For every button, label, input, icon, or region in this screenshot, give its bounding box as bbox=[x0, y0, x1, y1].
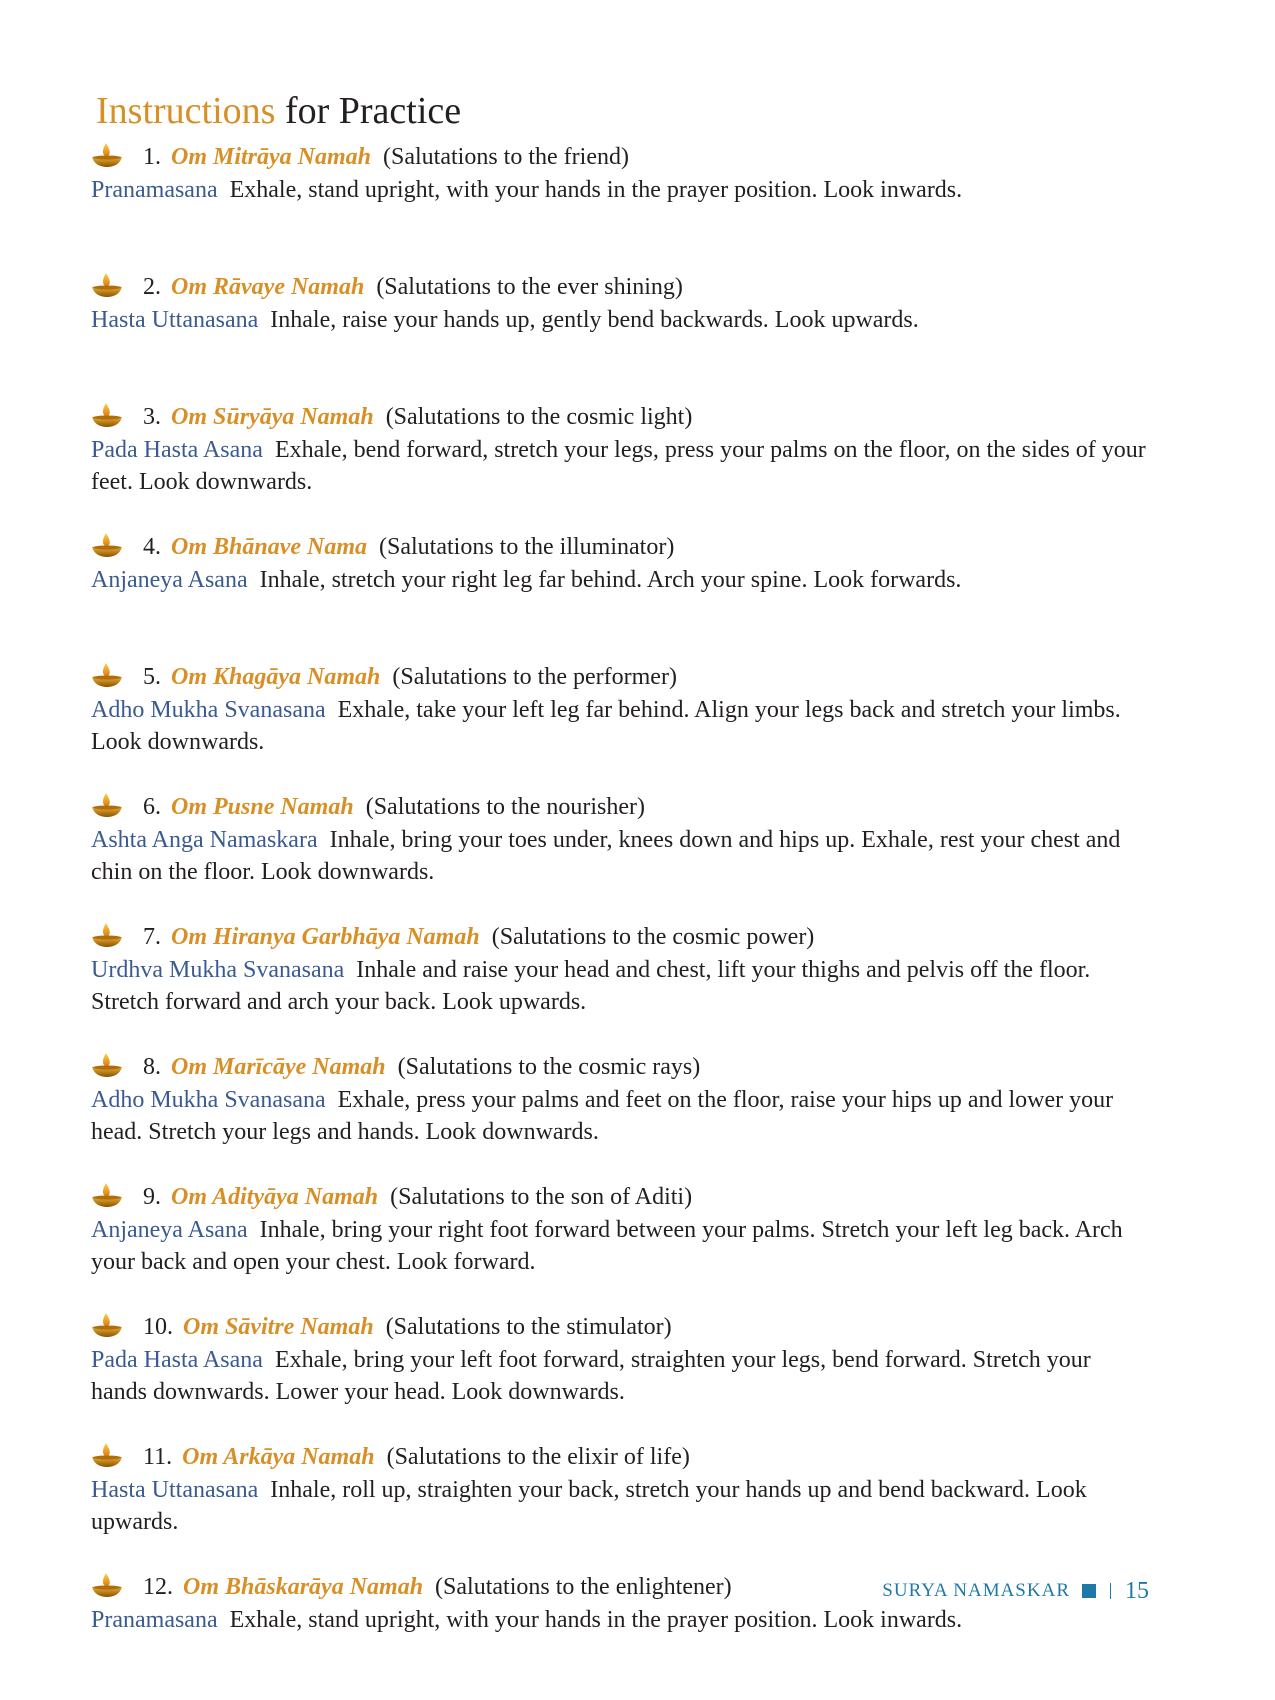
step-instruction: Inhale and raise your head and chest, lift your thighs and pelvis off the floor. Stretch forward and arch your back. Look upwards. bbox=[91, 957, 1091, 1015]
step-mantra: Om Bhānave Nama bbox=[171, 534, 368, 560]
step-mantra: Om Rāvaye Namah bbox=[171, 274, 365, 300]
step-meaning: (Salutations to the cosmic power) bbox=[491, 924, 815, 950]
oil-lamp-icon bbox=[91, 402, 123, 430]
oil-lamp-icon bbox=[91, 1052, 123, 1080]
step-pose-name: Anjaneya Asana bbox=[91, 1217, 248, 1243]
step-item bbox=[91, 1180, 1151, 1310]
step-heading bbox=[91, 1180, 1151, 1214]
oil-lamp-icon bbox=[91, 792, 123, 820]
step-heading bbox=[91, 400, 1151, 434]
step-item bbox=[91, 920, 1151, 1050]
step-instruction: Exhale, bend forward, stretch your legs, press your palms on the floor, on the sides of your feet. Look downwards. bbox=[91, 437, 1146, 495]
step-heading-text bbox=[143, 140, 629, 174]
step-number: 10. bbox=[143, 1314, 173, 1340]
footer-divider bbox=[1110, 1583, 1111, 1599]
step-heading-text bbox=[143, 400, 692, 434]
step-pose-name: Pranamasana bbox=[91, 177, 218, 203]
step-pose-name: Hasta Uttanasana bbox=[91, 307, 259, 333]
step-instruction: Inhale, bring your toes under, knees down and hips up. Exhale, rest your chest and chin on the floor. Look downwards. bbox=[91, 827, 1121, 885]
step-meaning: (Salutations to the cosmic light) bbox=[385, 404, 693, 430]
oil-lamp-icon bbox=[91, 1442, 123, 1470]
step-body bbox=[91, 1474, 1151, 1538]
step-meaning: (Salutations to the stimulator) bbox=[385, 1314, 672, 1340]
oil-lamp-icon bbox=[91, 272, 123, 300]
step-body bbox=[91, 564, 1151, 596]
step-body bbox=[91, 174, 1151, 206]
step-number: 1. bbox=[143, 144, 161, 170]
step-instruction: Exhale, bring your left foot forward, straighten your legs, bend forward. Stretch your hands downwards. Lower your head. Look downwards. bbox=[91, 1347, 1091, 1405]
step-mantra: Om Pusne Namah bbox=[171, 794, 354, 820]
step-body bbox=[91, 1214, 1151, 1278]
step-item bbox=[91, 1310, 1151, 1440]
step-meaning: (Salutations to the elixir of life) bbox=[386, 1444, 690, 1470]
step-number: 7. bbox=[143, 924, 161, 950]
oil-lamp-icon bbox=[91, 1312, 123, 1340]
step-instruction: Exhale, stand upright, with your hands in the prayer position. Look inwards. bbox=[229, 177, 963, 203]
step-heading bbox=[91, 530, 1151, 564]
step-mantra: Om Mitrāya Namah bbox=[171, 144, 372, 170]
step-body bbox=[91, 304, 1151, 336]
step-body bbox=[91, 694, 1151, 758]
step-pose-name: Adho Mukha Svanasana bbox=[91, 1087, 326, 1113]
step-instruction: Inhale, bring your right foot forward between your palms. Stretch your left leg back. Arch your back and open your chest. Look forward. bbox=[91, 1217, 1123, 1275]
step-mantra: Om Adityāya Namah bbox=[171, 1184, 379, 1210]
title-rest: for Practice bbox=[284, 90, 462, 132]
step-pose-name: Hasta Uttanasana bbox=[91, 1477, 259, 1503]
step-item bbox=[91, 790, 1151, 920]
oil-lamp-icon bbox=[91, 142, 123, 170]
step-meaning: (Salutations to the enlightener) bbox=[435, 1574, 732, 1600]
footer-label: SURYA NAMASKAR bbox=[882, 1580, 1070, 1601]
step-number: 4. bbox=[143, 534, 161, 560]
step-body bbox=[91, 824, 1151, 888]
step-heading bbox=[91, 790, 1151, 824]
step-pose-name: Pranamasana bbox=[91, 1607, 218, 1633]
oil-lamp-icon bbox=[91, 1572, 123, 1600]
step-heading bbox=[91, 1310, 1151, 1344]
step-meaning: (Salutations to the cosmic rays) bbox=[397, 1054, 701, 1080]
page-number: 15 bbox=[1125, 1577, 1149, 1604]
step-meaning: (Salutations to the friend) bbox=[383, 144, 629, 170]
step-pose-name: Ashta Anga Namaskara bbox=[91, 827, 318, 853]
step-mantra: Om Khagāya Namah bbox=[171, 664, 381, 690]
step-meaning: (Salutations to the illuminator) bbox=[379, 534, 675, 560]
step-item bbox=[91, 530, 1151, 660]
step-heading bbox=[91, 1440, 1151, 1474]
step-heading-text bbox=[143, 660, 677, 694]
step-number: 5. bbox=[143, 664, 161, 690]
oil-lamp-icon bbox=[91, 662, 123, 690]
step-heading-text bbox=[143, 270, 683, 304]
step-heading bbox=[91, 1050, 1151, 1084]
step-instruction: Exhale, take your left leg far behind. Align your legs back and stretch your limbs. Look downwards. bbox=[91, 697, 1121, 755]
oil-lamp-icon bbox=[91, 922, 123, 950]
step-body bbox=[91, 1344, 1151, 1408]
step-heading bbox=[91, 660, 1151, 694]
step-mantra: Om Marīcāye Namah bbox=[171, 1054, 386, 1080]
step-heading-text bbox=[143, 1440, 690, 1474]
step-number: 6. bbox=[143, 794, 161, 820]
step-meaning: (Salutations to the son of Aditi) bbox=[390, 1184, 693, 1210]
steps-list bbox=[91, 140, 1151, 1700]
step-meaning: (Salutations to the nourisher) bbox=[365, 794, 645, 820]
step-heading-text bbox=[143, 530, 674, 564]
step-number: 3. bbox=[143, 404, 161, 430]
oil-lamp-icon bbox=[91, 532, 123, 560]
page-footer bbox=[882, 1573, 1149, 1609]
step-number: 8. bbox=[143, 1054, 161, 1080]
step-instruction: Inhale, roll up, straighten your back, stretch your hands up and bend backward. Look upwards. bbox=[91, 1477, 1087, 1535]
step-item bbox=[91, 1050, 1151, 1180]
footer-square-icon bbox=[1082, 1584, 1096, 1598]
step-mantra: Om Sūryāya Namah bbox=[171, 404, 374, 430]
step-item bbox=[91, 660, 1151, 790]
step-mantra: Om Bhāskarāya Namah bbox=[183, 1574, 424, 1600]
step-heading-text bbox=[143, 1570, 732, 1604]
page-title bbox=[96, 88, 461, 134]
oil-lamp-icon bbox=[91, 1182, 123, 1210]
step-mantra: Om Sāvitre Namah bbox=[183, 1314, 374, 1340]
step-pose-name: Pada Hasta Asana bbox=[91, 437, 263, 463]
step-pose-name: Anjaneya Asana bbox=[91, 567, 248, 593]
step-item bbox=[91, 140, 1151, 270]
step-heading bbox=[91, 270, 1151, 304]
step-item bbox=[91, 1440, 1151, 1570]
step-item bbox=[91, 400, 1151, 530]
step-mantra: Om Arkāya Namah bbox=[182, 1444, 375, 1470]
step-heading-text bbox=[143, 1310, 672, 1344]
step-meaning: (Salutations to the ever shining) bbox=[376, 274, 683, 300]
step-heading-text bbox=[143, 920, 814, 954]
step-heading bbox=[91, 140, 1151, 174]
step-pose-name: Adho Mukha Svanasana bbox=[91, 697, 326, 723]
step-instruction: Exhale, stand upright, with your hands in the prayer position. Look inwards. bbox=[229, 1607, 963, 1633]
step-number: 11. bbox=[143, 1444, 173, 1470]
step-body bbox=[91, 1084, 1151, 1148]
step-instruction: Exhale, press your palms and feet on the floor, raise your hips up and lower your head. Stretch your legs and hands. Look downwards. bbox=[91, 1087, 1114, 1145]
step-heading-text bbox=[143, 790, 645, 824]
step-item bbox=[91, 270, 1151, 400]
step-body bbox=[91, 434, 1151, 498]
step-heading-text bbox=[143, 1180, 692, 1214]
step-heading-text bbox=[143, 1050, 700, 1084]
title-accent: Instructions bbox=[96, 90, 276, 132]
step-instruction: Inhale, stretch your right leg far behind. Arch your spine. Look forwards. bbox=[259, 567, 962, 593]
step-mantra: Om Hiranya Garbhāya Namah bbox=[171, 924, 480, 950]
step-instruction: Inhale, raise your hands up, gently bend backwards. Look upwards. bbox=[270, 307, 919, 333]
step-body bbox=[91, 954, 1151, 1018]
step-number: 2. bbox=[143, 274, 161, 300]
step-pose-name: Urdhva Mukha Svanasana bbox=[91, 957, 345, 983]
step-pose-name: Pada Hasta Asana bbox=[91, 1347, 263, 1373]
step-heading bbox=[91, 920, 1151, 954]
step-meaning: (Salutations to the performer) bbox=[392, 664, 677, 690]
step-number: 12. bbox=[143, 1574, 173, 1600]
step-number: 9. bbox=[143, 1184, 161, 1210]
